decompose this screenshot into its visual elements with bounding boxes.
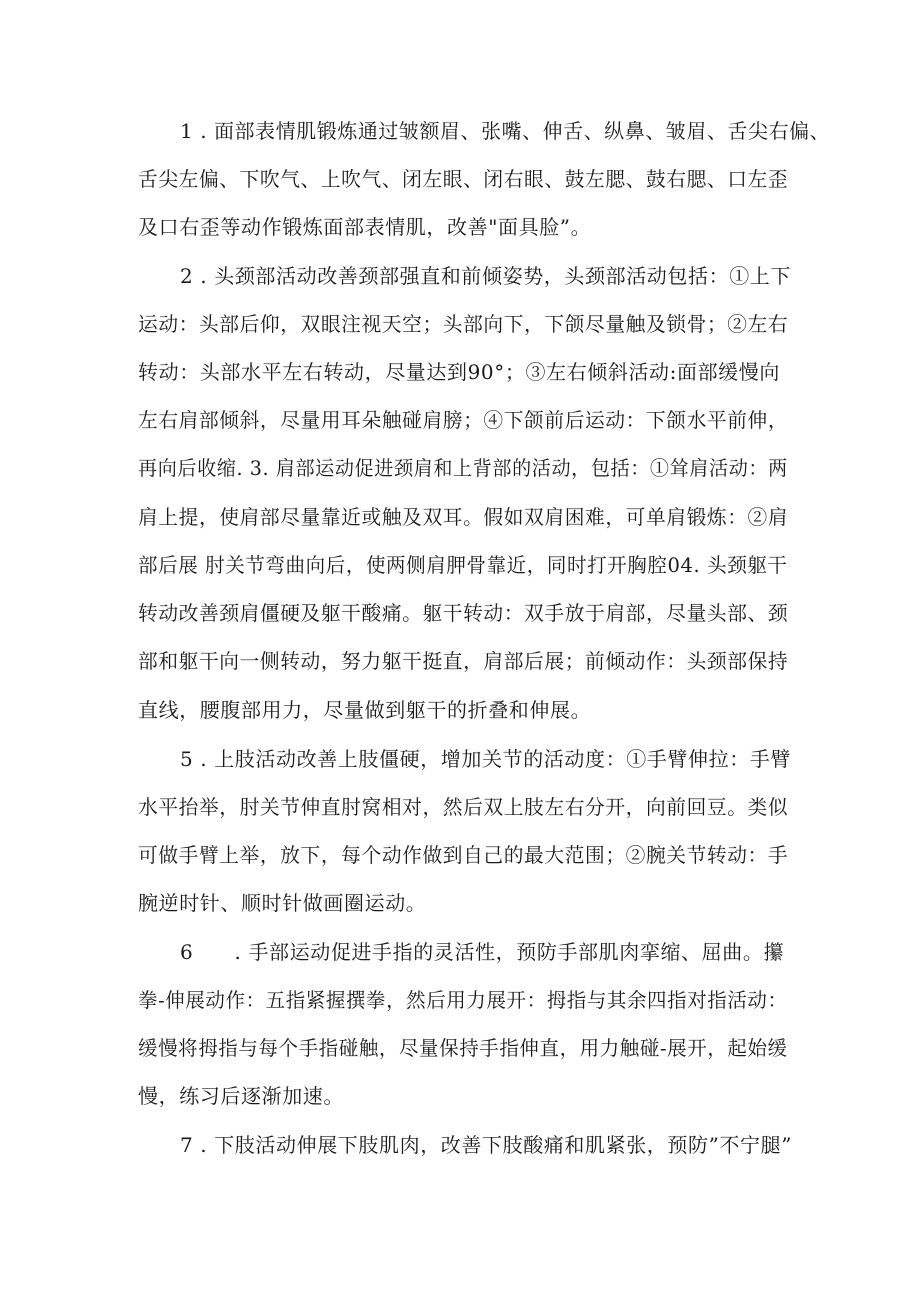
paragraph-6-line-4: 慢，练习后逐渐加速。 (138, 1084, 344, 1108)
paragraph-2-line-6: 肩上提，使肩部尽量靠近或触及双耳。假如双肩困难，可单肩锻炼：②肩 (138, 505, 789, 529)
paragraph-6-line-3: 缓慢将拇指与每个手指碰触，尽量保持手指伸直，用力触碰-展开，起始缓 (138, 1036, 788, 1060)
paragraph-2-line-7: 部后展 肘关节弯曲向后，使两侧肩胛骨靠近，同时打开胸腔04. 头颈躯干 (138, 553, 788, 577)
paragraph-1-line-2: 舌尖左偏、下吹气、上吹气、闭左眼、闭右眼、鼓左腮、鼓右腮、口左歪 (138, 167, 789, 191)
paragraph-5-line-4: 腕逆时针、顺时针做画圈运动。 (138, 891, 427, 915)
paragraph-1-line-3: 及口右歪等动作锻炼面部表情肌，改善"面具脸”。 (138, 215, 592, 239)
paragraph-7-line-1: 7 . 下肢活动伸展下肢肌肉，改善下肢酸痛和肌紧张，预防”不宁腿” (180, 1133, 793, 1157)
paragraph-5-line-1: 5 . 上肢活动改善上肢僵硬，增加关节的活动度：①手臂伸拉：手臂 (180, 747, 791, 771)
paragraph-6-line-1: 6 . 手部运动促进手指的灵活性，预防手部肌肉挛缩、屈曲。攥 (180, 940, 785, 964)
paragraph-2-line-5: 再向后收缩. 3. 肩部运动促进颈肩和上背部的活动，包括：①耸肩活动：两 (138, 456, 788, 480)
paragraph-5-line-3: 可做手臂上举，放下，每个动作做到自己的最大范围；②腕关节转动：手 (138, 843, 789, 867)
paragraph-2-line-2: 运动：头部后仰，双眼注视天空；头部向下，下颌尽量触及锁骨；②左右 (138, 312, 789, 336)
paragraph-2-line-9: 部和躯干向一侧转动，努力躯干挺直，肩部后展；前倾动作：头颈部保持 (138, 649, 789, 673)
paragraph-5-line-2: 水平抬举，肘关节伸直肘窝相对，然后双上肢左右分开，向前回豆。类似 (138, 795, 789, 819)
paragraph-6-line-2: 拳-伸展动作：五指紧握撰拳，然后用力展开：拇指与其余四指对指活动： (138, 988, 788, 1012)
paragraph-1-line-1: 1 . 面部表情肌锻炼通过皱额眉、张嘴、伸舌、纵鼻、皱眉、舌尖右偏、 (180, 119, 831, 143)
paragraph-2-line-3: 转动：头部水平左右转动，尽量达到90°；③左右倾斜活动:面部缓慢向 (138, 360, 780, 384)
paragraph-2-line-8: 转动改善颈肩僵硬及躯干酸痛。躯干转动：双手放于肩部，尽量头部、颈 (138, 601, 789, 625)
paragraph-2-line-10: 直线，腰腹部用力，尽量做到躯干的折叠和伸展。 (138, 698, 592, 722)
paragraph-2-line-4: 左右肩部倾斜，尽量用耳朵触碰肩膀；④下颌前后运动：下颌水平前伸， (138, 408, 789, 432)
paragraph-2-line-1: 2 . 头颈部活动改善颈部强直和前倾姿势，头颈部活动包括：①上下 (180, 264, 791, 288)
